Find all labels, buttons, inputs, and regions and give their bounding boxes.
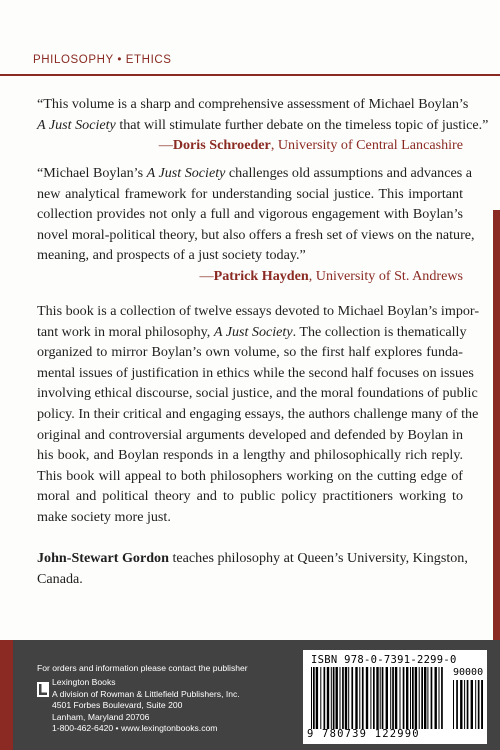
endorsement-1 (37, 94, 489, 156)
description-line: This book is a collection of twelve essays devoted to Michael Boylan’s impor- (37, 303, 480, 319)
barcode-bar (376, 667, 378, 729)
barcode-bar (333, 667, 335, 729)
barcode-bar (400, 667, 401, 729)
barcode-bar (320, 667, 321, 729)
barcode-bar (424, 667, 426, 729)
endorsement-attribution: —Patrick Hayden, University of St. Andrews (199, 267, 463, 284)
barcode-bar (403, 667, 405, 729)
barcode-bar (382, 667, 384, 729)
barcode-bar (464, 680, 465, 729)
quote-line: novel moral-political theory, but also offers a fresh set of views on the nature, (37, 226, 475, 243)
publisher-contact: 1-800-462-6420 • www.lexingtonbooks.com (52, 723, 218, 733)
quote-line: new analytical framework for understanding social justice. This important (37, 185, 463, 202)
endorser-name: Doris Schroeder (172, 137, 271, 153)
barcode-bar (355, 667, 357, 729)
price-code: 90000 (453, 667, 484, 678)
barcode-bar (431, 667, 433, 729)
book-description (37, 301, 480, 528)
barcode-bar (427, 667, 428, 729)
quote-line: meaning, and prospects of a just society today.” (37, 247, 306, 263)
endorser-name: Patrick Hayden (213, 267, 309, 284)
barcode-bar (336, 667, 338, 729)
publisher-division: A division of Rowman & Littlefield Publishers, Inc. (52, 688, 240, 699)
barcode-bar (415, 667, 417, 729)
publisher-logo-icon (37, 682, 49, 697)
description-line: policy. In their critical and engaging essays, the authors challenge many of the (37, 405, 479, 422)
barcode-bar (478, 680, 480, 729)
description-line: involving ethical discourse, social justice, and the moral foundations of public (37, 385, 478, 402)
barcode-bar (373, 667, 375, 729)
barcode-bar (342, 667, 344, 729)
side-accent-bar (493, 210, 500, 640)
publisher-intro: For orders and information please contact the publisher (37, 663, 248, 673)
description-line: his book, and Boylan responds in a lengthy and philosophically rich reply. (37, 447, 463, 464)
barcode-bar (390, 667, 391, 729)
top-rule (0, 74, 500, 76)
author-name: John-Stewart Gordon (37, 550, 169, 566)
quote-line: “Michael Boylan’s A Just Society challenges old assumptions and advances a (37, 165, 472, 181)
barcode-bar (475, 680, 476, 729)
barcode-bar (467, 680, 469, 729)
description-line: organized to mirror Boylan’s own volume, so the first half explores funda- (37, 344, 463, 361)
category-label: PHILOSOPHY • ETHICS (33, 54, 172, 66)
barcode-bar (351, 667, 353, 729)
quote-line: A Just Society that will stimulate further debate on the timeless topic of justice.” (37, 116, 489, 133)
endorsement-2 (37, 163, 475, 286)
description-line: moral and political theory and to public policy practitioners working to (37, 488, 463, 505)
barcode-bar (324, 667, 326, 729)
barcode-bar (410, 667, 411, 729)
book-title: A Just Society (37, 116, 116, 133)
barcode-bar (345, 667, 347, 729)
barcode-bar (481, 680, 483, 729)
barcode-bar (331, 667, 332, 729)
barcode-bar (313, 667, 315, 729)
endorser-affiliation: , University of St. Andrews (308, 267, 463, 284)
barcode-bar (380, 667, 381, 729)
barcode-bar (453, 680, 454, 729)
isbn-barcode (311, 667, 443, 729)
isbn-label: ISBN 978-0-7391-2299-0 (311, 654, 457, 666)
endorsement-attribution: —Doris Schroeder, University of Central Lancashire (158, 137, 463, 153)
book-title: A Just Society (146, 165, 226, 181)
author-bio: John-Stewart Gordon teaches philosophy at Queen’s University, Kingston, Canada. (37, 550, 468, 587)
barcode-bar (359, 667, 360, 729)
barcode-bar (419, 667, 420, 729)
barcode-bar (421, 667, 423, 729)
publisher-street: 4501 Forbes Boulevard, Suite 200 (52, 700, 183, 710)
publisher-city: Lanham, Maryland 20706 (52, 711, 150, 722)
barcode-bar (471, 680, 473, 729)
barcode-bar (412, 667, 414, 729)
description-line: original and controversial arguments developed and defended by Boylan in (37, 426, 463, 443)
publisher-address (52, 677, 240, 735)
description-line: This book will appeal to both philosophers working on the cutting edge of (37, 467, 463, 484)
barcode-bar (311, 667, 312, 729)
barcode-bar (366, 667, 368, 729)
barcode-panel (303, 650, 487, 744)
quote-line: “This volume is a sharp and comprehensive assessment of Michael Boylan’s (37, 96, 469, 112)
barcode-bar (392, 667, 394, 729)
barcode-bar (340, 667, 341, 729)
barcode-bar (316, 667, 318, 729)
barcode-bar (441, 667, 443, 729)
footer-accent-bar (0, 640, 13, 750)
barcode-bar (370, 667, 371, 729)
endorser-affiliation: , University of Central Lancashire (270, 137, 463, 153)
barcode-bar (406, 667, 408, 729)
barcode-bar (362, 667, 364, 729)
barcode-bar (456, 680, 458, 729)
barcode-digits: 9 780739 122990 (307, 728, 420, 740)
barcode-bar (460, 680, 462, 729)
description-line: mental issues of justification in ethics while the second half focuses on issues (37, 364, 474, 381)
barcode-bar (435, 667, 437, 729)
quote-line: collection provides not only a full and vigorous engagement with Boylan’s (37, 206, 463, 222)
barcode-bar (395, 667, 397, 729)
barcode-bar (348, 667, 349, 729)
barcode-bar (439, 667, 440, 729)
barcode-bar (386, 667, 388, 729)
price-barcode (453, 680, 483, 729)
publisher-name: Lexington Books (52, 677, 116, 687)
barcode-bar (327, 667, 329, 729)
description-line: make society more just. (37, 508, 171, 525)
description-line: tant work in moral philosophy, A Just Society. The collection is thematically (37, 323, 467, 340)
book-title: A Just Society (213, 323, 293, 340)
